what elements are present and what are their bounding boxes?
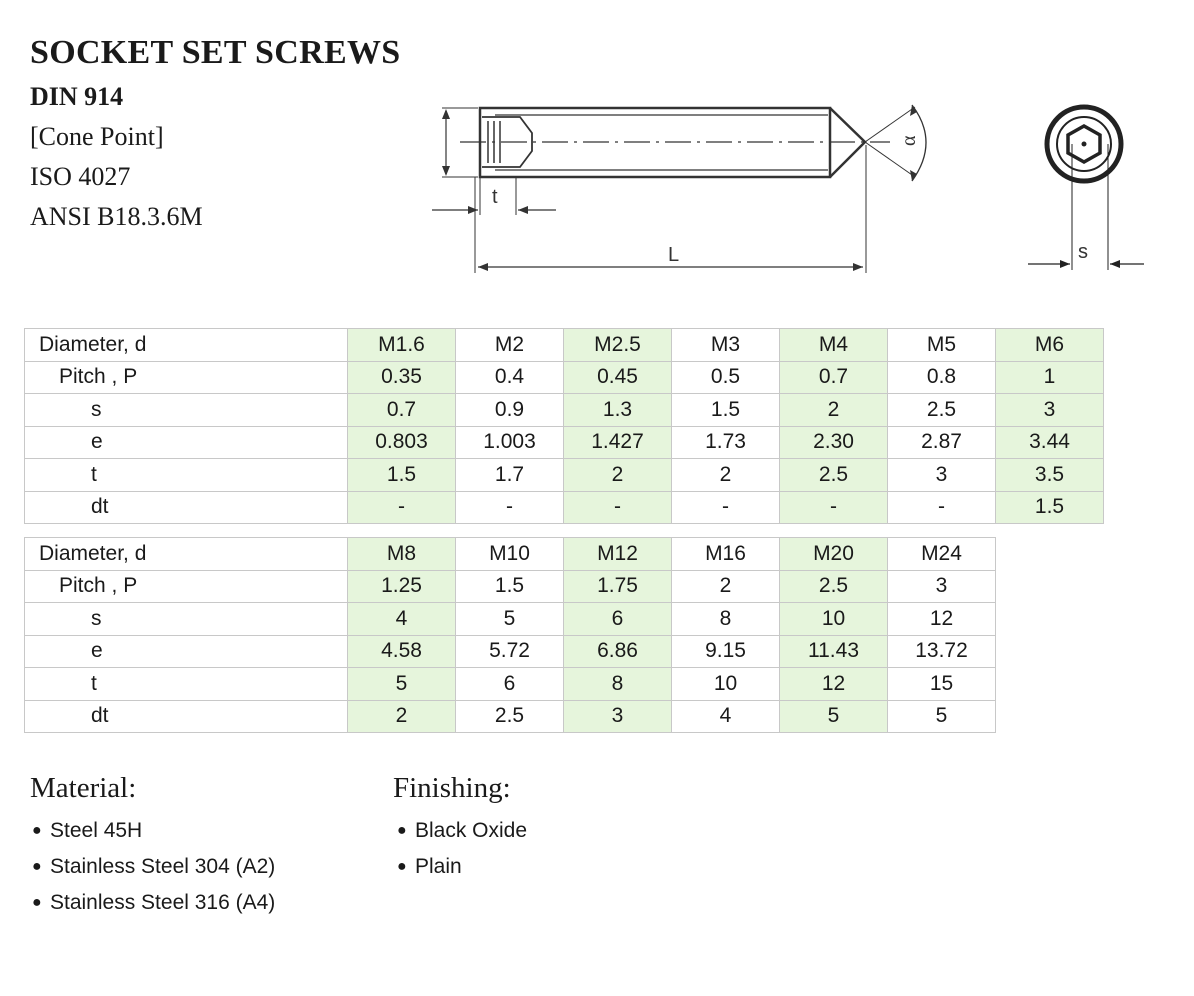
standard-ansi: ANSI B18.3.6M — [30, 202, 203, 231]
column-header: M6 — [996, 329, 1104, 362]
row-label: s — [25, 394, 348, 427]
column-header: M2.5 — [564, 329, 672, 362]
table-cell: 2 — [780, 394, 888, 427]
table-cell: 2 — [564, 459, 672, 492]
s-dimension-label: s — [1078, 241, 1088, 263]
row-label: e — [25, 426, 348, 459]
finishing-item: Plain — [415, 855, 462, 878]
table-row-e — [25, 635, 996, 668]
table-cell: - — [456, 491, 564, 524]
row-label: t — [25, 459, 348, 492]
table-cell: - — [672, 491, 780, 524]
table-cell: 1.25 — [348, 570, 456, 603]
material-list — [30, 813, 275, 921]
table-cell: 0.9 — [456, 394, 564, 427]
material-heading: Material: — [30, 772, 137, 804]
bullet-icon: ● — [397, 822, 407, 839]
table-cell: 4 — [348, 603, 456, 636]
finishing-list — [395, 813, 527, 885]
table-cell: 2 — [672, 459, 780, 492]
column-header: M10 — [456, 538, 564, 571]
list-item — [395, 813, 527, 849]
finishing-heading: Finishing: — [393, 772, 511, 804]
table-cell: 2.87 — [888, 426, 996, 459]
table-cell: 8 — [672, 603, 780, 636]
row-label: s — [25, 603, 348, 636]
table-cell: 0.35 — [348, 361, 456, 394]
table-cell: 0.4 — [456, 361, 564, 394]
diameter-header: Diameter, d — [25, 538, 348, 571]
table-cell: 3 — [996, 394, 1104, 427]
table-cell: 2.5 — [780, 570, 888, 603]
table-cell: - — [780, 491, 888, 524]
table-cell: 5.72 — [456, 635, 564, 668]
column-header: M5 — [888, 329, 996, 362]
table-row-s — [25, 394, 1104, 427]
table-cell: - — [564, 491, 672, 524]
column-header: M2 — [456, 329, 564, 362]
list-item — [30, 849, 275, 885]
table-row-s — [25, 603, 996, 636]
table-cell: 12 — [888, 603, 996, 636]
table-cell: 1.5 — [456, 570, 564, 603]
column-header: M16 — [672, 538, 780, 571]
table-cell: 6 — [564, 603, 672, 636]
column-header: M1.6 — [348, 329, 456, 362]
table-cell: 5 — [888, 700, 996, 733]
table-row-pitch — [25, 361, 1104, 394]
table-header-row — [25, 329, 1104, 362]
table-row-t — [25, 459, 1104, 492]
table-cell: 1.5 — [672, 394, 780, 427]
table-row-dt — [25, 700, 996, 733]
table-cell: 9.15 — [672, 635, 780, 668]
table-cell: 2.5 — [888, 394, 996, 427]
table-cell: 6 — [456, 668, 564, 701]
screw-end-view-drawing — [1020, 90, 1150, 275]
table-cell: 10 — [672, 668, 780, 701]
table-cell: 1.75 — [564, 570, 672, 603]
table-cell: 0.5 — [672, 361, 780, 394]
dimensions-table-large — [24, 537, 996, 733]
table-cell: 11.43 — [780, 635, 888, 668]
table-cell: 5 — [780, 700, 888, 733]
table-row-t — [25, 668, 996, 701]
list-item — [395, 849, 527, 885]
table-cell: 12 — [780, 668, 888, 701]
table-cell: 2 — [672, 570, 780, 603]
table-cell: 15 — [888, 668, 996, 701]
angle-label: α — [898, 135, 920, 146]
list-item — [30, 885, 275, 921]
table-cell: 5 — [456, 603, 564, 636]
table-cell: 1.5 — [996, 491, 1104, 524]
material-item: Stainless Steel 304 (A2) — [50, 855, 276, 878]
table-cell: 1.7 — [456, 459, 564, 492]
dimensions-table-small — [24, 328, 1104, 524]
point-type: [Cone Point] — [30, 122, 164, 151]
column-header: M4 — [780, 329, 888, 362]
table-cell: 0.7 — [780, 361, 888, 394]
row-label: e — [25, 635, 348, 668]
screw-side-view-drawing — [420, 85, 960, 280]
list-item — [30, 813, 275, 849]
column-header: M24 — [888, 538, 996, 571]
column-header: M8 — [348, 538, 456, 571]
row-label: Pitch , P — [25, 570, 348, 603]
t-dimension-label: t — [492, 186, 498, 208]
standard-iso: ISO 4027 — [30, 162, 131, 191]
table-cell: 13.72 — [888, 635, 996, 668]
page-title: SOCKET SET SCREWS — [30, 34, 401, 71]
table-cell: 3.44 — [996, 426, 1104, 459]
bullet-icon: ● — [32, 822, 42, 839]
table-cell: 1 — [996, 361, 1104, 394]
table-cell: 0.7 — [348, 394, 456, 427]
length-dimension-label: L — [668, 244, 680, 266]
table-cell: 2.5 — [456, 700, 564, 733]
table-cell: 6.86 — [564, 635, 672, 668]
table-cell: 1.427 — [564, 426, 672, 459]
row-label: dt — [25, 491, 348, 524]
table-cell: - — [888, 491, 996, 524]
table-cell: 1.3 — [564, 394, 672, 427]
table-cell: 4.58 — [348, 635, 456, 668]
table-cell: 5 — [348, 668, 456, 701]
column-header: M20 — [780, 538, 888, 571]
material-item: Stainless Steel 316 (A4) — [50, 891, 276, 914]
table-cell: 3 — [888, 570, 996, 603]
table-header-row — [25, 538, 996, 571]
bullet-icon: ● — [32, 858, 42, 875]
table-cell: 0.45 — [564, 361, 672, 394]
bullet-icon: ● — [32, 894, 42, 911]
table-row-e — [25, 426, 1104, 459]
table-cell: 10 — [780, 603, 888, 636]
table-cell: 0.8 — [888, 361, 996, 394]
row-label: Pitch , P — [25, 361, 348, 394]
table-cell: 1.5 — [348, 459, 456, 492]
material-item: Steel 45H — [50, 819, 143, 842]
table-row-pitch — [25, 570, 996, 603]
table-cell: - — [348, 491, 456, 524]
table-cell: 2.30 — [780, 426, 888, 459]
table-cell: 8 — [564, 668, 672, 701]
table-row-dt — [25, 491, 1104, 524]
finishing-item: Black Oxide — [415, 819, 528, 842]
bullet-icon: ● — [397, 858, 407, 875]
table-cell: 0.803 — [348, 426, 456, 459]
table-cell: 2.5 — [780, 459, 888, 492]
diameter-header: Diameter, d — [25, 329, 348, 362]
column-header: M12 — [564, 538, 672, 571]
row-label: dt — [25, 700, 348, 733]
table-cell: 4 — [672, 700, 780, 733]
table-cell: 3 — [888, 459, 996, 492]
table-cell: 1.003 — [456, 426, 564, 459]
table-cell: 2 — [348, 700, 456, 733]
table-cell: 3 — [564, 700, 672, 733]
table-cell: 3.5 — [996, 459, 1104, 492]
table-cell: 1.73 — [672, 426, 780, 459]
row-label: t — [25, 668, 348, 701]
standard-din: DIN 914 — [30, 82, 124, 111]
column-header: M3 — [672, 329, 780, 362]
